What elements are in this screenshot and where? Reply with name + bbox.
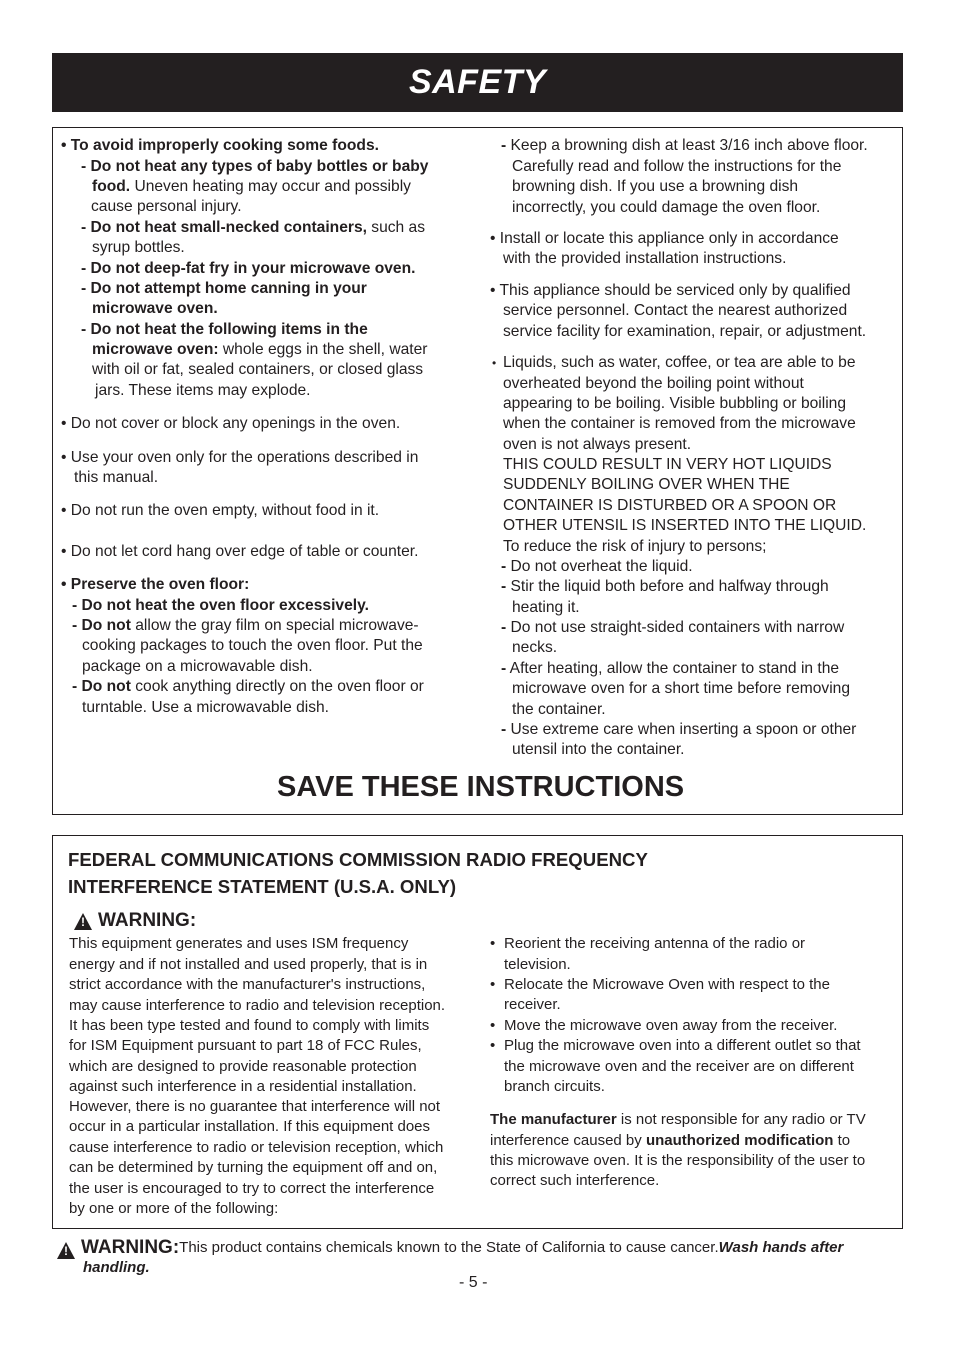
text-line: - Do not heat the oven floor excessively. xyxy=(72,597,369,614)
text-line: with oil or fat, sealed containers, or closed glass xyxy=(92,361,424,378)
fcc-warning xyxy=(74,910,196,932)
bullet: • xyxy=(490,976,496,993)
text-line: microwave oven: whole eggs in the shell, water xyxy=(92,341,428,358)
text-line: cooking packages to touch the oven floor. Put the xyxy=(82,637,423,654)
text-line: browning dish. If you use a browning dish xyxy=(512,178,799,195)
text-line: Relocate the Microwave Oven with respect to the xyxy=(504,976,830,993)
warning-icon xyxy=(74,913,92,930)
text-line: this microwave oven. It is the responsibility of the user to xyxy=(490,1152,866,1169)
text-line: • Do not cover or block any openings in the oven. xyxy=(61,415,401,432)
text-line: The manufacturer is not responsible for any radio or TV xyxy=(490,1111,866,1128)
text-line: may cause interference to radio and television reception. xyxy=(69,997,446,1014)
text-line: - Do not allow the gray film on special microwave- xyxy=(72,617,419,634)
warning-label: WARNING: xyxy=(98,910,197,931)
text-line: oven is not always present. xyxy=(503,436,692,453)
text-line: the microwave oven and the receiver are on different xyxy=(504,1058,854,1075)
fcc-title-line: INTERFERENCE STATEMENT (U.S.A. ONLY) xyxy=(68,875,457,897)
text-line: which are designed to provide reasonable protection xyxy=(69,1058,417,1075)
text-line: OTHER UTENSIL IS INSERTED INTO THE LIQUID. xyxy=(503,517,867,534)
text-line: To reduce the risk of injury to persons; xyxy=(503,538,767,555)
text-line: service facility for examination, repair, or adjustment. xyxy=(503,323,867,340)
text-line: - Use extreme care when inserting a spoon or other xyxy=(501,721,857,738)
text-line: Liquids, such as water, coffee, or tea are able to be xyxy=(503,354,856,371)
text-line: necks. xyxy=(512,639,558,656)
warning-label: WARNING: xyxy=(81,1237,180,1258)
text-line: • This appliance should be serviced only by qualified xyxy=(490,282,851,299)
text-line: by one or more of the following: xyxy=(69,1200,279,1217)
warning-emphasis: handling. xyxy=(83,1259,150,1276)
text-line: THIS COULD RESULT IN VERY HOT LIQUIDS xyxy=(503,456,832,473)
text-line: - Do not cook anything directly on the oven floor or xyxy=(72,678,424,695)
text-line: interference caused by unauthorized modification to xyxy=(490,1132,851,1149)
text-line: can be determined by turning the equipment off and on, xyxy=(69,1159,438,1176)
text-line: package on a microwavable dish. xyxy=(82,658,313,675)
warning-text: This product contains chemicals known to the State of California to cause cancer. xyxy=(179,1239,719,1256)
text-line: • Use your oven only for the operations described in xyxy=(61,449,419,466)
text-line: - Do not heat any types of baby bottles or baby xyxy=(81,158,429,175)
text-line: Move the microwave oven away from the receiver. xyxy=(504,1017,838,1034)
text-line: - Do not overheat the liquid. xyxy=(501,558,693,575)
text-line: incorrectly, you could damage the oven floor. xyxy=(512,199,821,216)
text-line: - Stir the liquid both before and halfway through xyxy=(501,578,829,595)
text-line: against such interference in a residential installation. xyxy=(69,1078,417,1095)
text-line: • To avoid improperly cooking some foods. xyxy=(61,137,379,154)
text-line: the container. xyxy=(512,701,606,718)
fcc-title xyxy=(68,847,648,900)
text-line: CONTAINER IS DISTURBED OR A SPOON OR xyxy=(503,497,837,514)
text-line: - Do not deep-fat fry in your microwave oven. xyxy=(81,260,416,277)
bullet: • xyxy=(490,1017,496,1034)
text-line: microwave oven for a short time before removing xyxy=(512,680,851,697)
text-line: - Do not heat small-necked containers, such as xyxy=(81,219,426,236)
text-line: this manual. xyxy=(74,469,159,486)
text-line: - Do not heat the following items in the xyxy=(81,321,368,338)
text-line: microwave oven. xyxy=(92,300,218,317)
text-line: food. Uneven heating may occur and possibly xyxy=(92,178,411,195)
text-line: energy and if not installed and used properly, that is in xyxy=(69,956,428,973)
text-line: television. xyxy=(504,956,571,973)
text-line: service personnel. Contact the nearest authorized xyxy=(503,302,848,319)
text-line: cause interference to radio or television reception, which xyxy=(69,1139,444,1156)
text-line: the user is encouraged to try to correct the interference xyxy=(69,1180,435,1197)
bullet: • xyxy=(492,356,497,370)
text-line: - Do not use straight-sided containers with narrow xyxy=(501,619,845,636)
text-line: This equipment generates and uses ISM frequency xyxy=(69,935,409,952)
text-line: However, there is no guarantee that interference will not xyxy=(69,1098,441,1115)
text-line: jars. These items may explode. xyxy=(95,382,311,399)
text-line: appearing to be boiling. Visible bubbling or boiling xyxy=(503,395,847,412)
warning-emphasis: Wash hands after xyxy=(718,1239,844,1256)
text-line: syrup bottles. xyxy=(92,239,185,256)
text-line: • Do not let cord hang over edge of table or counter. xyxy=(61,543,419,560)
text-line: SUDDENLY BOILING OVER WHEN THE xyxy=(503,476,790,493)
text-line: Carefully read and follow the instructions for the xyxy=(512,158,842,175)
text-line: - After heating, allow the container to stand in the xyxy=(501,660,840,677)
text-line: heating it. xyxy=(512,599,580,616)
bullet: • xyxy=(490,1037,496,1054)
text-line: occur in a particular installation. If this equipment does xyxy=(69,1118,431,1135)
text-line: when the container is removed from the microwave xyxy=(503,415,856,432)
text-line: • Install or locate this appliance only in accordance xyxy=(490,230,839,247)
text-line: branch circuits. xyxy=(504,1078,605,1095)
page-title: SAFETY xyxy=(408,63,547,101)
text-line: Reorient the receiving antenna of the radio or xyxy=(504,935,806,952)
bullet: • xyxy=(490,935,496,952)
text-line: Plug the microwave oven into a different outlet so that xyxy=(504,1037,861,1054)
text-line: cause personal injury. xyxy=(91,198,242,215)
warning-icon xyxy=(57,1242,75,1259)
california-warning xyxy=(57,1238,843,1278)
text-line: correct such interference. xyxy=(490,1172,660,1189)
text-line: - Keep a browning dish at least 3/16 inch above floor. xyxy=(501,137,868,154)
page-number: - 5 - xyxy=(459,1274,488,1291)
text-line: receiver. xyxy=(504,996,561,1013)
text-line: for ISM Equipment pursuant to part 18 of FCC Rules, xyxy=(69,1037,422,1054)
text-line: utensil into the container. xyxy=(512,741,685,758)
text-line: turntable. Use a microwavable dish. xyxy=(82,699,330,716)
save-instructions-heading: SAVE THESE INSTRUCTIONS xyxy=(277,771,685,803)
text-line: with the provided installation instructions. xyxy=(503,250,787,267)
text-line: strict accordance with the manufacturer's instructions, xyxy=(69,976,426,993)
fcc-title-line: FEDERAL COMMUNICATIONS COMMISSION RADIO FREQUENCY xyxy=(68,849,648,870)
text-line: • Preserve the oven floor: xyxy=(61,576,250,593)
safety-banner xyxy=(52,53,903,112)
text-line: It has been type tested and found to comply with limits xyxy=(69,1017,430,1034)
text-line: • Do not run the oven empty, without food in it. xyxy=(61,502,380,519)
text-line: overheated beyond the boiling point without xyxy=(503,375,804,392)
text-line: - Do not attempt home canning in your xyxy=(81,280,367,297)
